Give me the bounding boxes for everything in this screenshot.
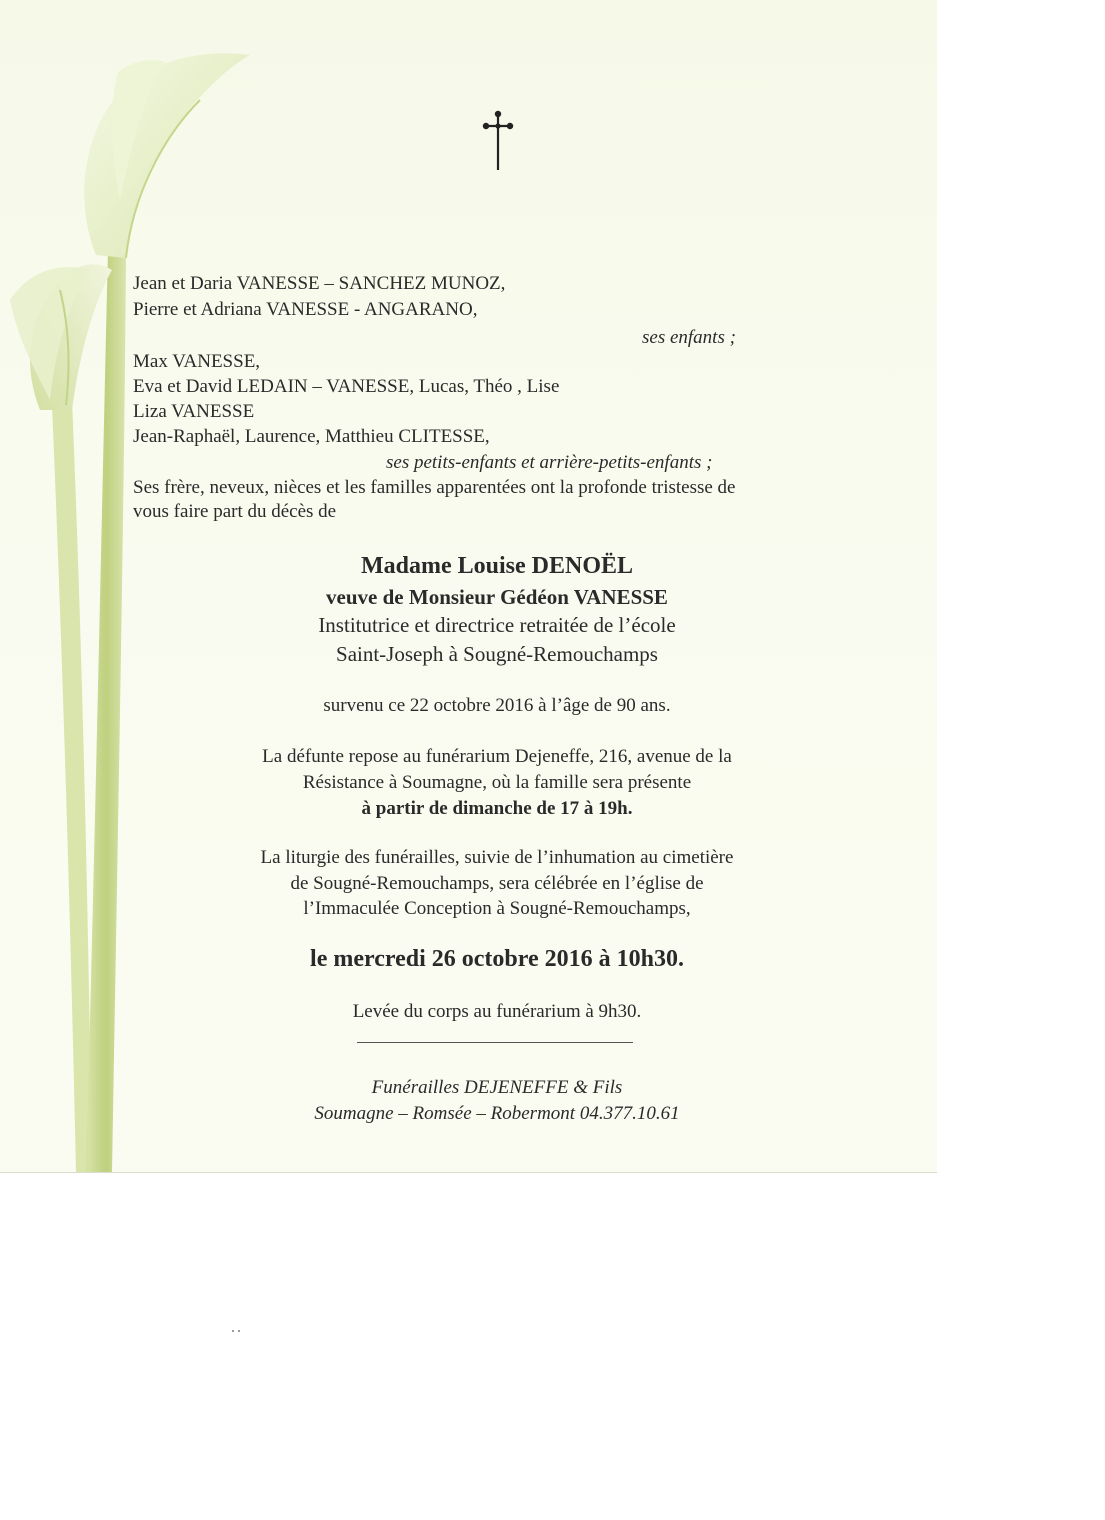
- liturgy-line: l’Immaculée Conception à Sougné-Remouchamps,: [303, 898, 691, 919]
- death-notice: survenu ce 22 octobre 2016 à l’âge de 90 ans.: [323, 695, 671, 716]
- grandchild-line: Max VANESSE,: [133, 351, 261, 372]
- funeral-home-locations: Soumagne – Romsée – Robermont 04.377.10.61: [314, 1103, 680, 1124]
- repose-line: Résistance à Soumagne, où la famille sera présente: [302, 772, 692, 793]
- repose-line: La défunte repose au funérarium Dejeneffe, 216, avenue de la: [262, 746, 732, 767]
- deceased-widow-of: veuve de Monsieur Gédéon VANESSE: [326, 585, 668, 609]
- deceased-title-line: Saint-Joseph à Sougné-Remouchamps: [336, 642, 658, 666]
- funeral-date: le mercredi 26 octobre 2016 à 10h30.: [310, 946, 684, 972]
- funeral-home-name: Funérailles DEJENEFFE & Fils: [371, 1077, 623, 1098]
- children-role: ses enfants ;: [642, 327, 736, 348]
- cross-icon: [480, 108, 516, 172]
- grandchild-line: Jean-Raphaël, Laurence, Matthieu CLITESSE,: [133, 426, 490, 447]
- visiting-hours: à partir de dimanche de 17 à 19h.: [361, 798, 633, 819]
- child-line: Jean et Daria VANESSE – SANCHEZ MUNOZ,: [133, 273, 506, 294]
- scan-speck: [238, 1330, 240, 1332]
- scan-speck: [232, 1330, 234, 1332]
- grandchild-line: Eva et David LEDAIN – VANESSE, Lucas, Théo , Lise: [133, 376, 560, 397]
- intro-line: Ses frère, neveux, nièces et les familles apparentées ont la profonde tristesse de: [133, 477, 736, 498]
- grandchildren-role: ses petits-enfants et arrière-petits-enfants ;: [386, 452, 713, 473]
- child-line: Pierre et Adriana VANESSE - ANGARANO,: [133, 299, 478, 320]
- grandchild-line: Liza VANESSE: [133, 401, 255, 422]
- liturgy-line: de Sougné-Remouchamps, sera célébrée en l’église de: [290, 873, 704, 894]
- deceased-title-line: Institutrice et directrice retraitée de l’école: [318, 613, 676, 637]
- levee-du-corps: Levée du corps au funérarium à 9h30.: [352, 1001, 642, 1022]
- liturgy-line: La liturgie des funérailles, suivie de l’inhumation au cimetière: [260, 847, 734, 868]
- deceased-name: Madame Louise DENOËL: [360, 553, 633, 579]
- intro-line: vous faire part du décès de: [133, 501, 337, 522]
- divider: [357, 1042, 633, 1043]
